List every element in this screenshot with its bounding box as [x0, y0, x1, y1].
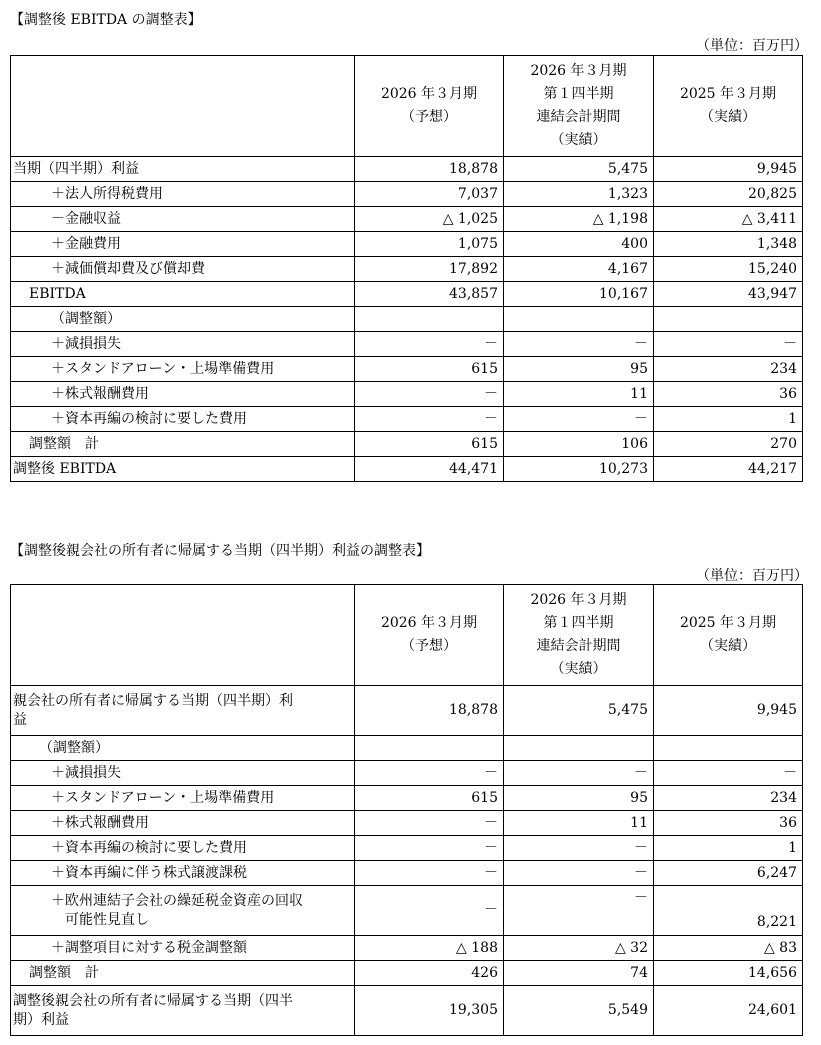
- row-label: EBITDA: [11, 282, 355, 307]
- row-label: ＋減損損失: [11, 761, 355, 786]
- cell-q1-actual: △ 1,198: [504, 207, 654, 232]
- cell-q1-actual: －: [504, 861, 654, 886]
- table-row: [11, 257, 803, 282]
- table-row: [11, 382, 803, 407]
- cell-prior-year: －: [654, 761, 803, 786]
- row-label: ＋調整項目に対する税金調整額: [11, 936, 355, 961]
- cell-q1-actual: 4,167: [504, 257, 654, 282]
- row-label: ＋スタンドアローン・上場準備費用: [11, 357, 355, 382]
- cell-q1-actual: 11: [504, 811, 654, 836]
- cell-q1-actual: [504, 736, 654, 761]
- table-row: [11, 307, 803, 332]
- cell-q1-actual: 95: [504, 357, 654, 382]
- cell-forecast: 18,878: [355, 157, 504, 182]
- table-row: [11, 986, 803, 1036]
- cell-prior-year: [654, 307, 803, 332]
- cell-prior-year: △ 3,411: [654, 207, 803, 232]
- ebitda-reconciliation-table: [10, 55, 803, 482]
- cell-q1-actual: 95: [504, 786, 654, 811]
- cell-forecast: 17,892: [355, 257, 504, 282]
- cell-prior-year: 9,945: [654, 157, 803, 182]
- table-row: [11, 811, 803, 836]
- table-row: [11, 736, 803, 761]
- cell-prior-year: [654, 736, 803, 761]
- cell-q1-actual: 106: [504, 432, 654, 457]
- cell-forecast: 18,878: [355, 686, 504, 736]
- table-row: [11, 207, 803, 232]
- cell-forecast: 426: [355, 961, 504, 986]
- cell-forecast: －: [355, 761, 504, 786]
- row-label: （調整額）: [11, 736, 355, 761]
- header-col-forecast: 2026 年３月期 （予想）: [355, 56, 504, 157]
- header-col-q1-actual: 2026 年３月期 第１四半期 連結会計期間 （実績）: [504, 56, 654, 157]
- cell-forecast: －: [355, 836, 504, 861]
- header-col-prior-year-actual: 2025 年３月期 （実績）: [654, 585, 803, 686]
- cell-q1-actual: 10,273: [504, 457, 654, 482]
- cell-prior-year: 234: [654, 357, 803, 382]
- table1-unit: （単位：百万円）: [696, 38, 808, 54]
- row-label: ＋株式報酬費用: [11, 382, 355, 407]
- cell-q1-actual: △ 32: [504, 936, 654, 961]
- table-header-row: [11, 56, 803, 157]
- row-label: （調整額）: [11, 307, 355, 332]
- table-row: [11, 786, 803, 811]
- header-blank-cell: [11, 585, 355, 686]
- cell-forecast: [355, 307, 504, 332]
- row-label: ＋法人所得税費用: [11, 182, 355, 207]
- cell-q1-actual: －: [504, 886, 654, 936]
- header-col-forecast: 2026 年３月期 （予想）: [355, 585, 504, 686]
- cell-forecast: 615: [355, 786, 504, 811]
- table-header-row: [11, 585, 803, 686]
- header-col-q1-actual: 2026 年３月期 第１四半期 連結会計期間 （実績）: [504, 585, 654, 686]
- row-label: ＋スタンドアローン・上場準備費用: [11, 786, 355, 811]
- row-label: 調整額 計: [11, 432, 355, 457]
- table-row: [11, 686, 803, 736]
- cell-q1-actual: －: [504, 332, 654, 357]
- row-label: ＋株式報酬費用: [11, 811, 355, 836]
- cell-prior-year: 20,825: [654, 182, 803, 207]
- table-row: [11, 232, 803, 257]
- cell-prior-year: －: [654, 332, 803, 357]
- row-label: ＋減損損失: [11, 332, 355, 357]
- cell-forecast: 1,075: [355, 232, 504, 257]
- cell-q1-actual: [504, 307, 654, 332]
- cell-forecast: －: [355, 332, 504, 357]
- cell-q1-actual: 1,323: [504, 182, 654, 207]
- cell-prior-year: 1: [654, 836, 803, 861]
- cell-prior-year: 36: [654, 382, 803, 407]
- cell-prior-year: 1: [654, 407, 803, 432]
- row-label: ＋欧州連結子会社の繰延税金資産の回収 可能性見直し: [11, 886, 355, 936]
- table2-title: 【調整後親会社の所有者に帰属する当期（四半期）利益の調整表】: [10, 543, 430, 559]
- table-row: [11, 886, 803, 936]
- cell-prior-year: 43,947: [654, 282, 803, 307]
- cell-prior-year: 15,240: [654, 257, 803, 282]
- row-label: ＋金融費用: [11, 232, 355, 257]
- row-label: －金融収益: [11, 207, 355, 232]
- cell-forecast: －: [355, 861, 504, 886]
- cell-prior-year: 6,247: [654, 861, 803, 886]
- row-label: 調整後親会社の所有者に帰属する当期（四半 期）利益: [11, 986, 355, 1036]
- table1-title: 【調整後 EBITDA の調整表】: [10, 12, 202, 28]
- row-label: ＋資本再編の検討に要した費用: [11, 407, 355, 432]
- cell-q1-actual: －: [504, 836, 654, 861]
- cell-prior-year: 44,217: [654, 457, 803, 482]
- cell-forecast: 19,305: [355, 986, 504, 1036]
- row-label: 調整額 計: [11, 961, 355, 986]
- cell-forecast: 615: [355, 357, 504, 382]
- cell-prior-year: 270: [654, 432, 803, 457]
- cell-forecast: [355, 736, 504, 761]
- table-row: [11, 861, 803, 886]
- cell-forecast: －: [355, 811, 504, 836]
- cell-q1-actual: －: [504, 761, 654, 786]
- row-label: ＋資本再編の検討に要した費用: [11, 836, 355, 861]
- cell-q1-actual: 5,549: [504, 986, 654, 1036]
- table-row: [11, 961, 803, 986]
- table-row: [11, 332, 803, 357]
- table-row: [11, 182, 803, 207]
- cell-q1-actual: 11: [504, 382, 654, 407]
- row-label: 親会社の所有者に帰属する当期（四半期）利 益: [11, 686, 355, 736]
- table-row: [11, 761, 803, 786]
- cell-q1-actual: 74: [504, 961, 654, 986]
- table2-unit: （単位：百万円）: [696, 568, 808, 584]
- table-row: [11, 836, 803, 861]
- header-blank-cell: [11, 56, 355, 157]
- cell-prior-year: 1,348: [654, 232, 803, 257]
- table-row: [11, 157, 803, 182]
- row-label: ＋資本再編に伴う株式譲渡課税: [11, 861, 355, 886]
- cell-forecast: 43,857: [355, 282, 504, 307]
- cell-prior-year: 36: [654, 811, 803, 836]
- cell-prior-year: 8,221: [654, 886, 803, 936]
- cell-forecast: 7,037: [355, 182, 504, 207]
- cell-q1-actual: －: [504, 407, 654, 432]
- cell-q1-actual: 5,475: [504, 686, 654, 736]
- table-row: [11, 432, 803, 457]
- cell-prior-year: 14,656: [654, 961, 803, 986]
- row-label: ＋減価償却費及び償却費: [11, 257, 355, 282]
- header-col-prior-year-actual: 2025 年３月期 （実績）: [654, 56, 803, 157]
- cell-q1-actual: 5,475: [504, 157, 654, 182]
- cell-forecast: △ 1,025: [355, 207, 504, 232]
- cell-forecast: △ 188: [355, 936, 504, 961]
- cell-forecast: －: [355, 407, 504, 432]
- cell-prior-year: 24,601: [654, 986, 803, 1036]
- cell-q1-actual: 400: [504, 232, 654, 257]
- table-row: [11, 457, 803, 482]
- row-label: 当期（四半期）利益: [11, 157, 355, 182]
- table-row: [11, 407, 803, 432]
- table-row: [11, 357, 803, 382]
- cell-forecast: 615: [355, 432, 504, 457]
- cell-q1-actual: 10,167: [504, 282, 654, 307]
- cell-forecast: －: [355, 382, 504, 407]
- table-row: [11, 936, 803, 961]
- cell-prior-year: 234: [654, 786, 803, 811]
- table-row: [11, 282, 803, 307]
- cell-forecast: 44,471: [355, 457, 504, 482]
- adjusted-net-income-reconciliation-table: [10, 584, 803, 1036]
- cell-prior-year: 9,945: [654, 686, 803, 736]
- row-label: 調整後 EBITDA: [11, 457, 355, 482]
- cell-forecast: －: [355, 886, 504, 936]
- cell-prior-year: △ 83: [654, 936, 803, 961]
